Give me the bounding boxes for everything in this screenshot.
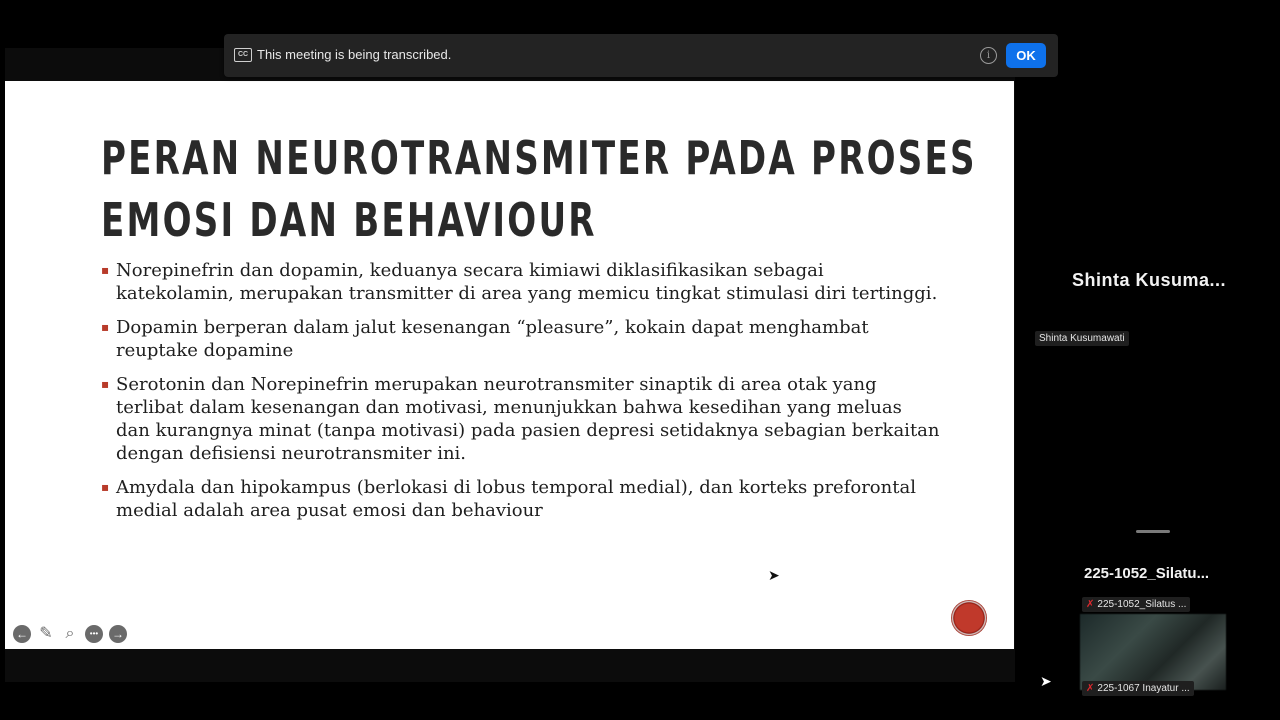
participant-name-tag-label: 225-1052_Silatus ... xyxy=(1097,599,1187,610)
arrow-right-icon[interactable]: → xyxy=(109,625,127,643)
speaker-display-name: Shinta Kusuma... xyxy=(1072,270,1227,290)
bullet-text: Serotonin dan Norepinefrin merupakan neurotransmiter sinaptik di area otak yang terlibat dalam kesenangan dan motivasi, menunjukkan bahwa kesedihan yang meluas dan kurangnya minat (tanpa motivasi) pada pasien depresi setidaknya sebagian berkaitan dengan defisiensi neurotransmiter ini. xyxy=(116,374,940,464)
info-icon[interactable]: i xyxy=(980,47,997,64)
arrow-left-icon[interactable]: ← xyxy=(13,625,31,643)
bullet-item xyxy=(101,476,941,522)
participant-name-tag xyxy=(1082,597,1190,612)
participant-name-tag xyxy=(1082,681,1194,696)
bullet-marker: ▪ xyxy=(101,480,110,494)
bullet-marker: ▪ xyxy=(101,377,110,391)
participant-display-name: 225-1052_Silatu... xyxy=(1084,565,1210,582)
zoom-icon[interactable]: ⌕ xyxy=(65,625,75,642)
banner-message: This meeting is being transcribed. xyxy=(257,47,452,62)
slide-toolbar xyxy=(13,625,127,643)
bullet-item xyxy=(101,373,941,465)
bullet-list xyxy=(101,259,941,533)
more-icon[interactable]: ••• xyxy=(85,625,103,643)
pen-icon[interactable]: ✎ xyxy=(39,625,53,642)
closed-caption-icon: CC xyxy=(234,48,252,62)
university-logo-icon xyxy=(951,600,987,636)
muted-mic-icon: ✗ xyxy=(1086,683,1095,694)
slide-title xyxy=(101,127,977,251)
slide-title-line-2: EMOSI DAN BEHAVIOUR xyxy=(101,193,597,247)
transcription-banner xyxy=(224,34,1058,77)
slide-title-line-1: PERAN NEUROTRANSMITER PADA PROSES xyxy=(101,131,977,185)
mouse-cursor-icon: ➤ xyxy=(768,567,780,583)
bullet-marker: ▪ xyxy=(101,320,110,334)
panel-resize-handle[interactable] xyxy=(1136,530,1170,533)
bullet-marker: ▪ xyxy=(101,263,110,277)
ok-button[interactable]: OK xyxy=(1006,43,1046,68)
participant-video[interactable] xyxy=(1080,614,1226,690)
bullet-item xyxy=(101,259,941,305)
bullet-text: Norepinefrin dan dopamin, keduanya secara kimiawi diklasifikasikan sebagai katekolamin, merupakan transmitter di area yang memicu tingkat stimulasi diri tertinggi. xyxy=(116,260,938,304)
participants-panel xyxy=(1016,0,1280,720)
bullet-text: Dopamin berperan dalam jalut kesenangan “pleasure”, kokain dapat menghambat reuptake dopamine xyxy=(116,317,869,361)
speaker-name-tag: Shinta Kusumawati xyxy=(1035,331,1129,346)
presentation-slide xyxy=(5,81,1014,649)
participant-name-tag-label: 225-1067 Inayatur ... xyxy=(1097,683,1190,694)
bullet-item xyxy=(101,316,941,362)
muted-mic-icon: ✗ xyxy=(1086,599,1095,610)
bullet-text: Amydala dan hipokampus (berlokasi di lobus temporal medial), dan korteks preforontal medial adalah area pusat emosi dan behaviour xyxy=(116,477,916,521)
mouse-cursor-icon: ➤ xyxy=(1040,673,1052,689)
